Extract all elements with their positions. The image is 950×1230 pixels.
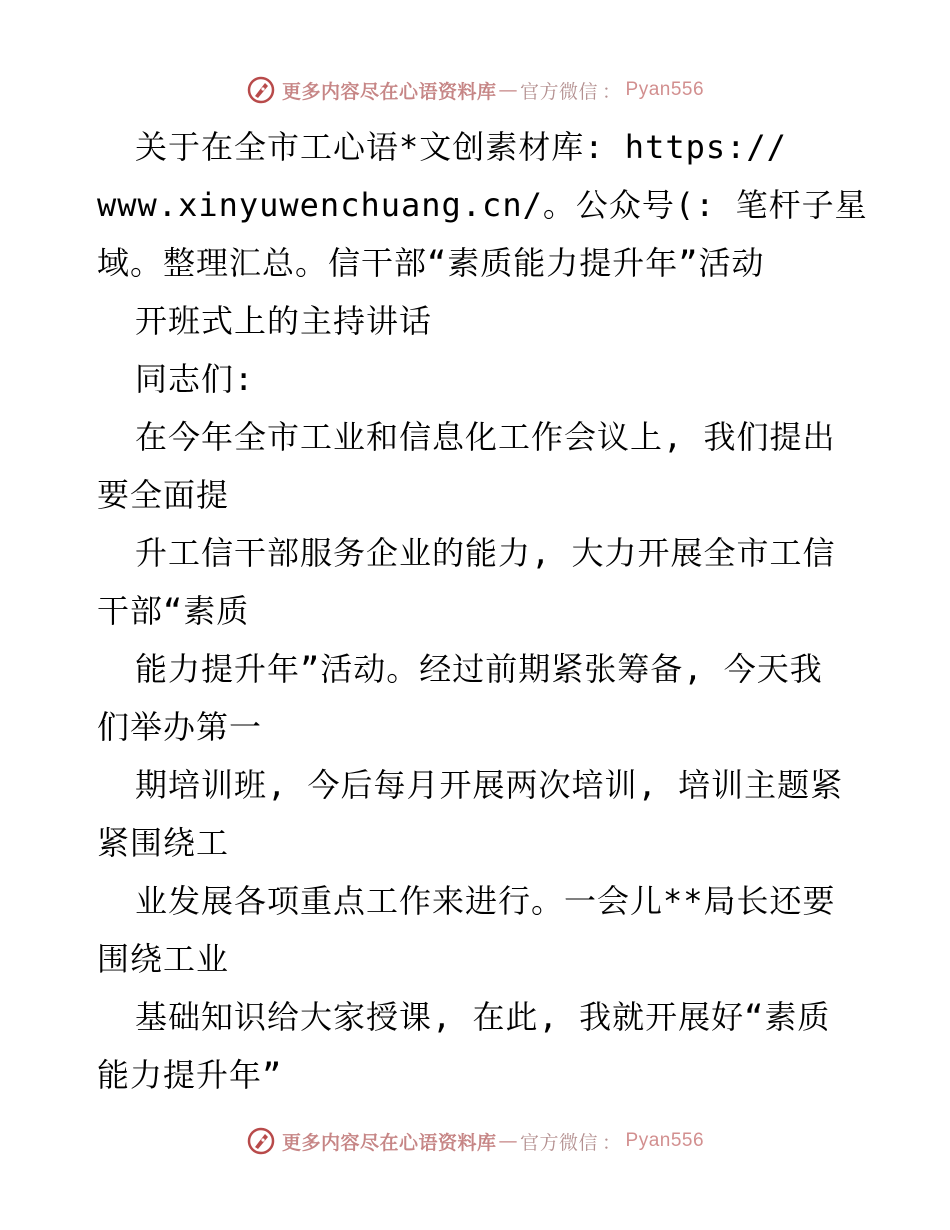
banner-wechat-id: Pyan556: [625, 1130, 705, 1151]
banner-wechat-label: 官方微信: [519, 80, 598, 103]
banner-separator: ：: [602, 80, 622, 103]
banner-dash: —: [498, 79, 518, 101]
text-line: 升工信干部服务企业的能力, 大力开展全市工信: [135, 534, 836, 572]
footer-banner: [0, 1121, 950, 1161]
text-line: 要全面提: [97, 476, 230, 514]
banner-dash: —: [498, 1130, 518, 1152]
text-line: 围绕工业: [97, 940, 230, 978]
pen-logo-icon: [246, 75, 276, 105]
text-line: 能力提升年”: [97, 1056, 283, 1094]
banner-title: 更多内容尽在心语资料库: [281, 1131, 497, 1154]
banner-title: 更多内容尽在心语资料库: [281, 80, 497, 103]
banner-wechat-id: Pyan556: [625, 79, 705, 100]
text-line: 紧围绕工: [97, 824, 230, 862]
text-line: 同志们:: [135, 360, 255, 398]
text-line: 基础知识给大家授课, 在此, 我就开展好“素质: [135, 998, 831, 1036]
text-line: www.xinyuwenchuang.cn/。公众号(: 笔杆子星: [97, 186, 868, 224]
text-line: 在今年全市工业和信息化工作会议上, 我们提出: [135, 418, 836, 456]
text-line: 开班式上的主持讲话: [135, 302, 433, 340]
header-banner: [0, 70, 950, 110]
pen-logo-icon: [246, 1126, 276, 1156]
text-line: 们举办第一: [97, 708, 263, 746]
banner-separator: ：: [602, 1131, 622, 1154]
text-line: 业发展各项重点工作来进行。一会儿**局长还要: [135, 882, 836, 920]
banner-wechat-label: 官方微信: [519, 1131, 598, 1154]
text-line: 域。整理汇总。信干部“素质能力提升年”活动: [97, 244, 765, 282]
text-line: 干部“素质: [97, 592, 250, 630]
document-body: [97, 118, 867, 1104]
text-line: 关于在全市工心语*文创素材库: https://: [135, 128, 787, 166]
text-line: 期培训班, 今后每月开展两次培训, 培训主题紧: [135, 766, 844, 804]
text-line: 能力提升年”活动。经过前期紧张筹备, 今天我: [135, 650, 823, 688]
